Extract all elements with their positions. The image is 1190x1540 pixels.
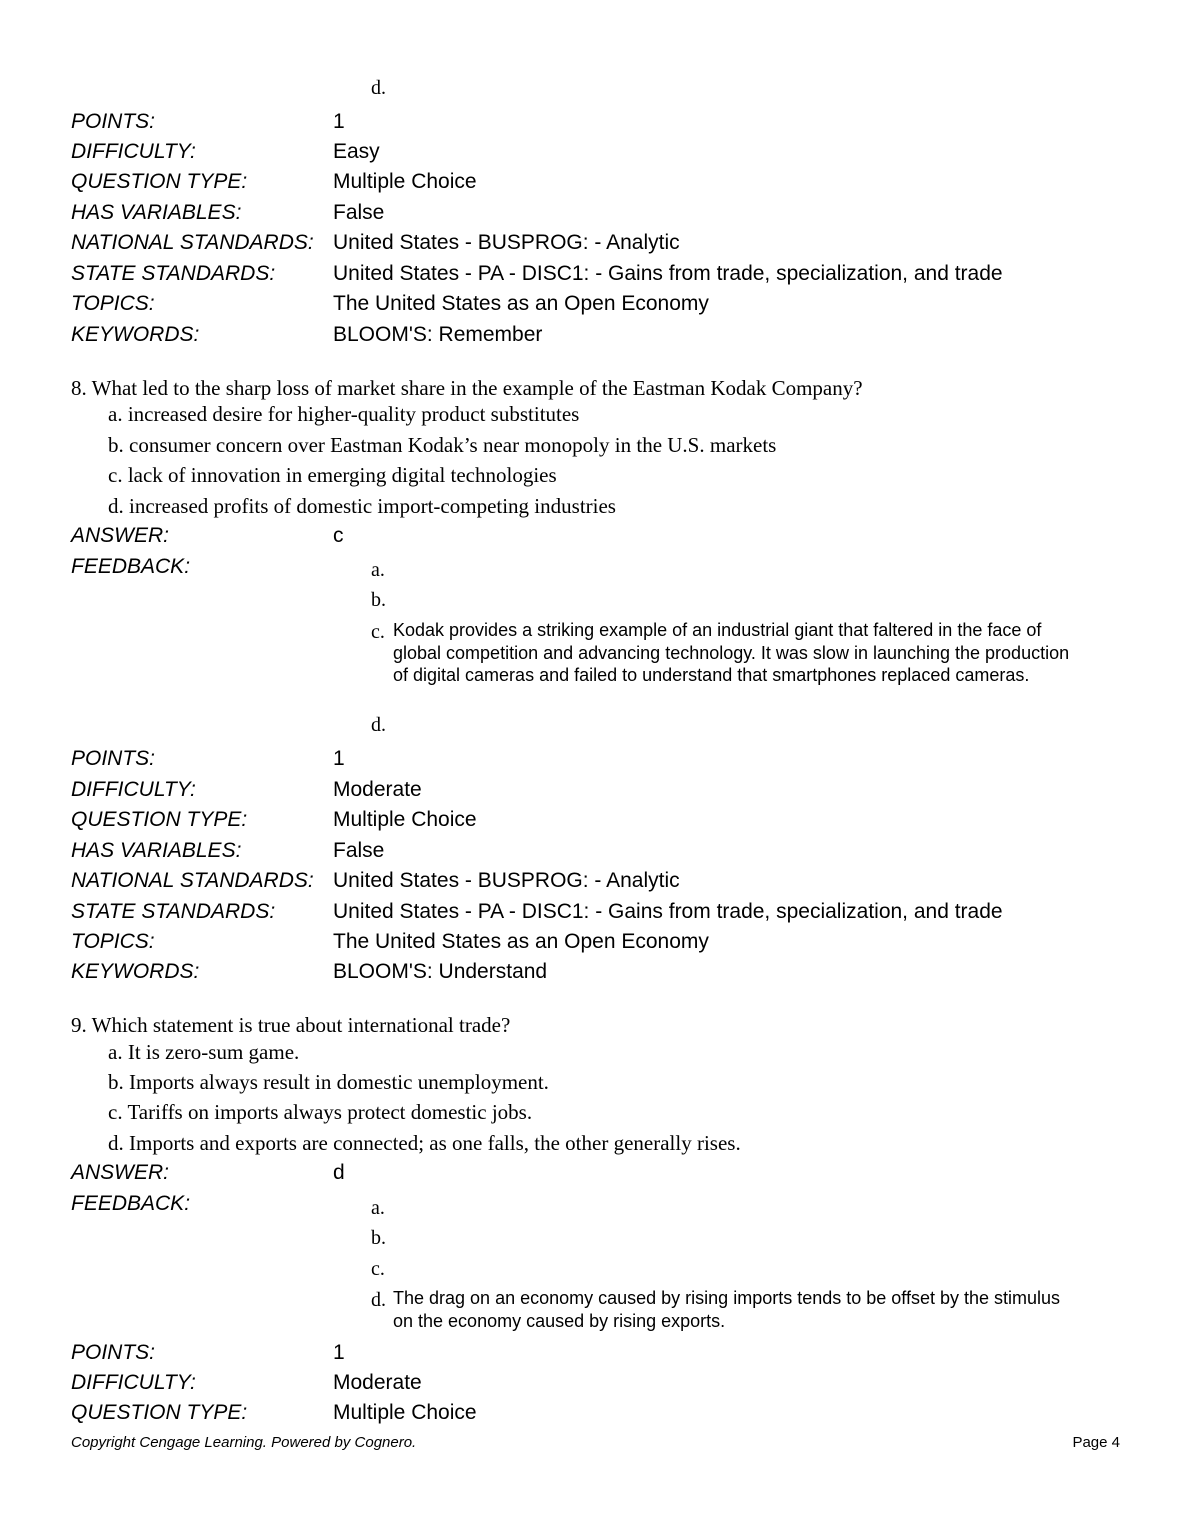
question-9-meta-value-points: 1 bbox=[333, 1341, 345, 1364]
question-9-feedback-letter-b: b. bbox=[371, 1227, 386, 1249]
question-8-meta-value-topics: The United States as an Open Economy bbox=[333, 930, 709, 953]
question-8-meta-value-points: 1 bbox=[333, 747, 345, 770]
question-9-option-d: d. Imports and exports are connected; as one falls, the other generally rises. bbox=[108, 1131, 741, 1155]
question-9-feedback-letter-c: c. bbox=[371, 1258, 385, 1280]
question-8-feedback-letter-b: b. bbox=[371, 589, 386, 611]
question-8-meta-label-keywords: KEYWORDS: bbox=[71, 960, 200, 983]
meta-label-national-standards: NATIONAL STANDARDS: bbox=[71, 231, 314, 254]
footer-page-number: Page 4 bbox=[1072, 1434, 1120, 1451]
question-8-meta-label-state-standards: STATE STANDARDS: bbox=[71, 900, 276, 923]
question-8-option-c: c. lack of innovation in emerging digital technologies bbox=[108, 463, 557, 487]
question-8-meta-value-national-standards: United States - BUSPROG: - Analytic bbox=[333, 869, 680, 892]
meta-value-keywords: BLOOM'S: Remember bbox=[333, 323, 543, 346]
question-8-meta-label-has-variables: HAS VARIABLES: bbox=[71, 839, 242, 862]
question-9-text: 9. Which statement is true about international trade? bbox=[71, 1013, 511, 1037]
question-8-option-d: d. increased profits of domestic import-competing industries bbox=[108, 494, 616, 518]
question-8-feedback-letter-d: d. bbox=[371, 714, 386, 736]
meta-label-has-variables: HAS VARIABLES: bbox=[71, 201, 242, 224]
meta-label-topics: TOPICS: bbox=[71, 292, 155, 315]
question-8-feedback-text-c: Kodak provides a striking example of an industrial giant that faltered in the face of global competition and advancing technology. It was slow in launching the production of digital cameras and failed to understand that smartphones replaced cameras. bbox=[393, 620, 1070, 685]
question-9-option-a: a. It is zero-sum game. bbox=[108, 1040, 300, 1064]
meta-label-difficulty: DIFFICULTY: bbox=[71, 140, 196, 163]
question-9-answer-value: d bbox=[333, 1161, 345, 1184]
question-9-option-b: b. Imports always result in domestic unemployment. bbox=[108, 1070, 549, 1094]
question-8-option-a: a. increased desire for higher-quality product substitutes bbox=[108, 402, 580, 426]
question-9-answer-label: ANSWER: bbox=[71, 1161, 170, 1184]
question-8-feedback-letter-c: c. bbox=[371, 621, 385, 643]
meta-value-has-variables: False bbox=[333, 201, 385, 224]
question-9-meta-value-difficulty: Moderate bbox=[333, 1371, 422, 1394]
question-8-meta-label-points: POINTS: bbox=[71, 747, 156, 770]
question-8-meta-value-difficulty: Moderate bbox=[333, 778, 422, 801]
meta-label-state-standards: STATE STANDARDS: bbox=[71, 262, 276, 285]
question-8-answer-value: c bbox=[333, 524, 344, 547]
question-8-meta-label-difficulty: DIFFICULTY: bbox=[71, 778, 196, 801]
meta-value-points: 1 bbox=[333, 110, 345, 133]
question-9-feedback-letter-d: d. bbox=[371, 1289, 386, 1311]
meta-value-national-standards: United States - BUSPROG: - Analytic bbox=[333, 231, 680, 254]
question-9-meta-label-points: POINTS: bbox=[71, 1341, 156, 1364]
question-9-meta-value-question-type: Multiple Choice bbox=[333, 1401, 477, 1424]
question-8-answer-label: ANSWER: bbox=[71, 524, 170, 547]
question-9-option-c: c. Tariffs on imports always protect domestic jobs. bbox=[108, 1100, 533, 1124]
question-8-text: 8. What led to the sharp loss of market share in the example of the Eastman Kodak Company? bbox=[71, 376, 863, 400]
question-9-meta-label-difficulty: DIFFICULTY: bbox=[71, 1371, 196, 1394]
question-9-meta-label-question-type: QUESTION TYPE: bbox=[71, 1401, 248, 1424]
meta-value-question-type: Multiple Choice bbox=[333, 170, 477, 193]
meta-label-question-type: QUESTION TYPE: bbox=[71, 170, 248, 193]
question-8-feedback-letter-a: a. bbox=[371, 559, 385, 581]
meta-value-state-standards: United States - PA - DISC1: - Gains from trade, specialization, and trade bbox=[333, 262, 1003, 285]
question-9-feedback-text-d: The drag on an economy caused by rising imports tends to be offset by the stimulus on the economy caused by rising exports. bbox=[393, 1288, 1061, 1331]
question-8-option-b: b. consumer concern over Eastman Kodak’s near monopoly in the U.S. markets bbox=[108, 433, 777, 457]
meta-value-topics: The United States as an Open Economy bbox=[333, 292, 709, 315]
question-8-feedback-label: FEEDBACK: bbox=[71, 555, 191, 578]
meta-label-keywords: KEYWORDS: bbox=[71, 323, 200, 346]
question-8-meta-value-has-variables: False bbox=[333, 839, 385, 862]
question-8-meta-value-state-standards: United States - PA - DISC1: - Gains from trade, specialization, and trade bbox=[333, 900, 1003, 923]
footer-copyright: Copyright Cengage Learning. Powered by Cognero. bbox=[71, 1434, 417, 1451]
leftover-choice-letter: d. bbox=[371, 77, 386, 99]
question-8-meta-label-question-type: QUESTION TYPE: bbox=[71, 808, 248, 831]
meta-value-difficulty: Easy bbox=[333, 140, 380, 163]
question-9-feedback-letter-a: a. bbox=[371, 1197, 385, 1219]
question-8-meta-value-keywords: BLOOM'S: Understand bbox=[333, 960, 548, 983]
question-8-meta-label-topics: TOPICS: bbox=[71, 930, 155, 953]
question-8-meta-label-national-standards: NATIONAL STANDARDS: bbox=[71, 869, 314, 892]
question-8-meta-value-question-type: Multiple Choice bbox=[333, 808, 477, 831]
question-9-feedback-label: FEEDBACK: bbox=[71, 1192, 191, 1215]
meta-label-points: POINTS: bbox=[71, 110, 156, 133]
